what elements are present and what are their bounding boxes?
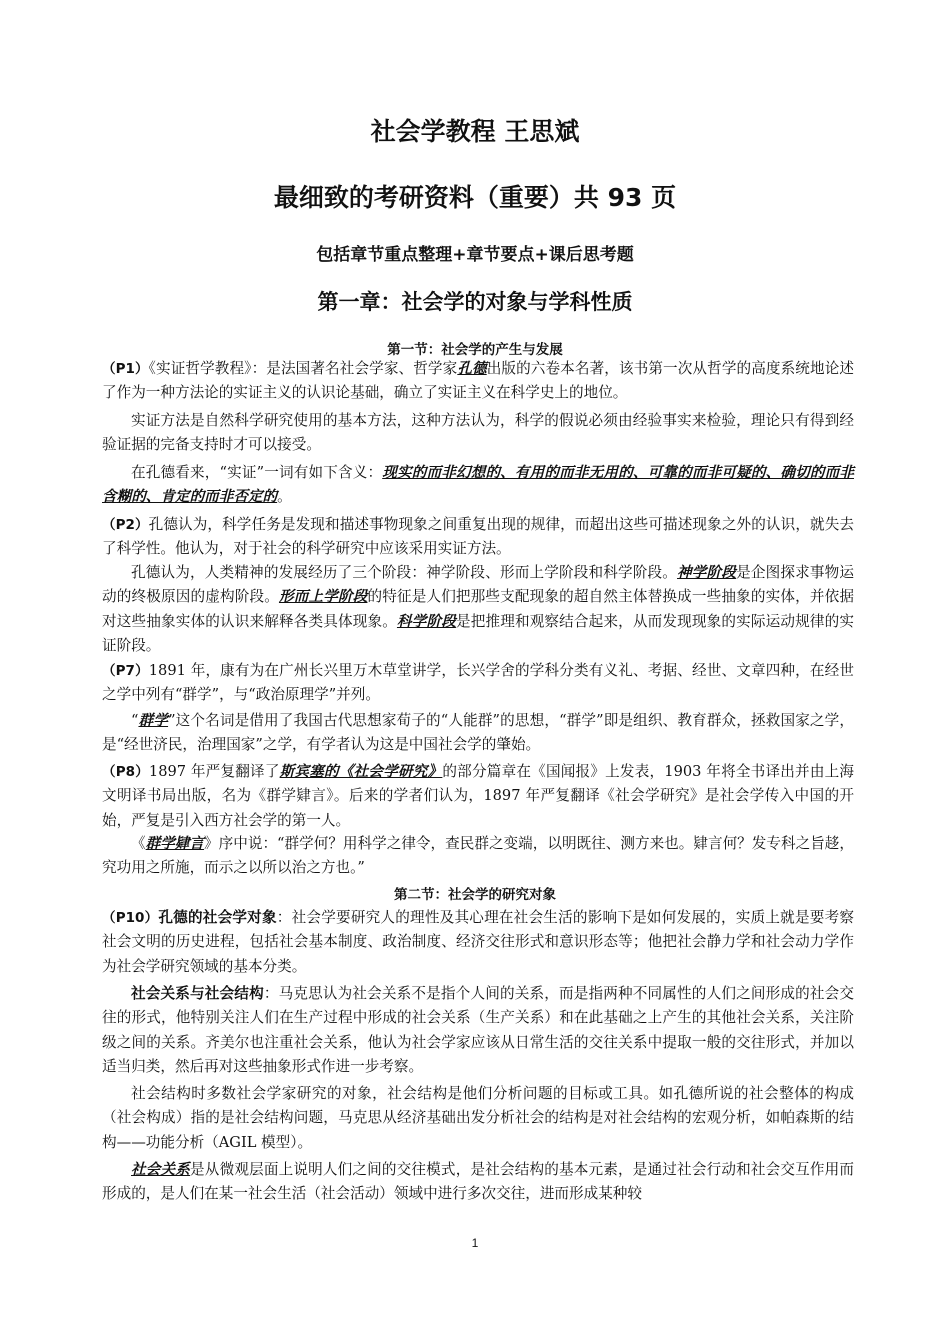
page-ref-p7: P7	[115, 663, 135, 679]
positive-meaning-emphasis: 现实的而非幻想的、有用的而非无用的、可靠的而非可疑的、确切的而非含糊的、肯定的而非否定的	[102, 464, 854, 506]
section-1-heading: 第一节：社会学的产生与发展	[387, 342, 563, 358]
document-subtitle: 最细致的考研资料（重要）共 93 页	[273, 183, 677, 212]
page-ref-p1: P1	[115, 361, 135, 377]
page-number: 1	[471, 1236, 479, 1250]
paragraph-social-relation-def: 社会关系是从微观层面上说明人们之间的交往模式，是社会结构的基本元素，是通过社会行动和社会交互作用而形成的，是人们在某一社会生活（社会活动）领域中进行多次交往，进而形成某种较	[102, 1161, 854, 1203]
page-ref-p10: P10	[115, 910, 145, 926]
paragraph-qunxue: “群学”这个名词是借用了我国古代思想家荀子的“人能群”的思想，“群学”即是组织、教育群众，拯救国家之学，是“经世济民，治理国家”之学，有学者认为这是中国社会学的肇始。	[102, 712, 854, 754]
paragraph-p10: （P10）孔德的社会学对象：社会学要研究人的理性及其心理在社会生活的影响下是如何发展的，实质上就是要考察社会文明的历史进程，包括社会基本制度、政治制度、经济交往形式和意识形态等；他把社会静力学和社会动力学作为社会学研究领域的基本分类。	[102, 909, 855, 975]
paragraph-social-relations: 社会关系与社会结构：马克思认为社会关系不是指个人间的关系，而是指两种不同属性的人们之间形成的社会交往的形式，他特别关注人们在生产过程中形成的社会关系（生产关系）和在此基础之上产生的其他社会关系，关注阶级之间的关系。齐美尔也注重社会关系，他认为社会学家应该从日常生活的交往关系中提取一般的交往形式，并加以适当归类，然后再对这些抽象形式作进一步考察。	[102, 985, 854, 1075]
section-2-heading: 第二节：社会学的研究对象	[394, 887, 556, 903]
paragraph-social-structure: 社会结构时多数社会学家研究的对象，社会结构是他们分析问题的目标或工具。如孔德所说的社会整体的构成（社会构成）指的是社会结构问题，马克思从经济基础出发分析社会的结构是对社会结构的宏观分析，如帕森斯的结构——功能分析（AGIL 模型）。	[102, 1085, 854, 1151]
spencer-emphasis: 斯宾塞的《社会学研究》	[279, 763, 443, 780]
qunxue-emphasis: 群学	[138, 712, 169, 729]
paragraph-three-stages: 孔德认为，人类精神的发展经历了三个阶段：神学阶段、形而上学阶段和科学阶段。神学阶段是企图探求事物运动的终极原因的虚构阶段。形而上学阶段的特征是人们把那些支配现象的超自然主体替换成一些抽象的实体，并依据对这些抽象实体的认识来解释各类具体现象。科学阶段是把推理和观察结合起来，从而发现现象的实际运动规律的实证阶段。	[102, 564, 854, 654]
stage-theology: 神学阶段	[677, 564, 737, 581]
document-note: 包括章节重点整理+章节要点+课后思考题	[316, 245, 634, 265]
p1-emphasis: 孔德	[457, 360, 487, 377]
social-relations-label: 社会关系与社会结构	[131, 985, 264, 1002]
page-ref-p8: P8	[115, 764, 135, 780]
paragraph-positive-meaning: 在孔德看来，“实证”一词有如下含义：现实的而非幻想的、有用的而非无用的、可靠的而非可疑的、确切的而非含糊的、肯定的而非否定的。	[102, 464, 854, 506]
paragraph-p7: （P7）1891 年，康有为在广州长兴里万木草堂讲学，长兴学舍的学科分类有义礼、考据、经世、文章四种，在经世之学中列有“群学”，与“政治原理学”并列。	[102, 662, 855, 704]
paragraph-p2: （P2）孔德认为，科学任务是发现和描述事物现象之间重复出现的规律，而超出这些可描述现象之外的认识，就失去了科学性。他认为，对于社会的科学研究中应该采用实证方法。	[102, 516, 855, 558]
social-relation-emphasis: 社会关系	[131, 1161, 191, 1178]
paragraph-positivism: 实证方法是自然科学研究使用的基本方法，这种方法认为，科学的假说必须由经验事实来检验，理论只有得到经验证据的完备支持时才可以接受。	[102, 412, 854, 454]
comte-object-label: 孔德的社会学对象	[158, 909, 277, 926]
page-ref-close: ）	[134, 361, 149, 377]
stage-metaphysics: 形而上学阶段	[278, 588, 368, 606]
p1-text-a: 《实证哲学教程》：是法国著名社会学家、哲学家	[148, 360, 458, 377]
qunxue-yiyan-emphasis: 群学肄言	[145, 835, 205, 852]
paragraph-p1	[102, 357, 854, 406]
p1-text-b: 出版的六卷本名著，该书第一次从哲学的高度系统地论述了作为一种方法论的实证主义的认识论基础，确立了实证主义在科学史上的地位。	[102, 360, 854, 402]
paragraph-qunxue-yiyan: 《群学肄言》序中说：“群学何？用科学之律令，查民群之变端，以明既往、测方来也。肄言何？发专科之旨趍，究功用之所施，而示之以所以治之方也。”	[102, 835, 854, 877]
paragraph-p8: （P8）1897 年严复翻译了斯宾塞的《社会学研究》的部分篇章在《国闻报》上发表，1903 年将全书译出并由上海文明译书局出版，名为《群学肄言》。后来的学者们认为，1897 年严复翻译《社会学研究》是社会学传入中国的开始，严复是引入西方社会学的第一人。	[102, 763, 855, 829]
document-title: 社会学教程 王思斌	[370, 117, 580, 146]
chapter-title: 第一章：社会学的对象与学科性质	[317, 290, 633, 314]
stage-science: 科学阶段	[396, 612, 456, 630]
page-ref-p2: P2	[115, 517, 135, 533]
page-ref-open: （	[102, 361, 116, 377]
